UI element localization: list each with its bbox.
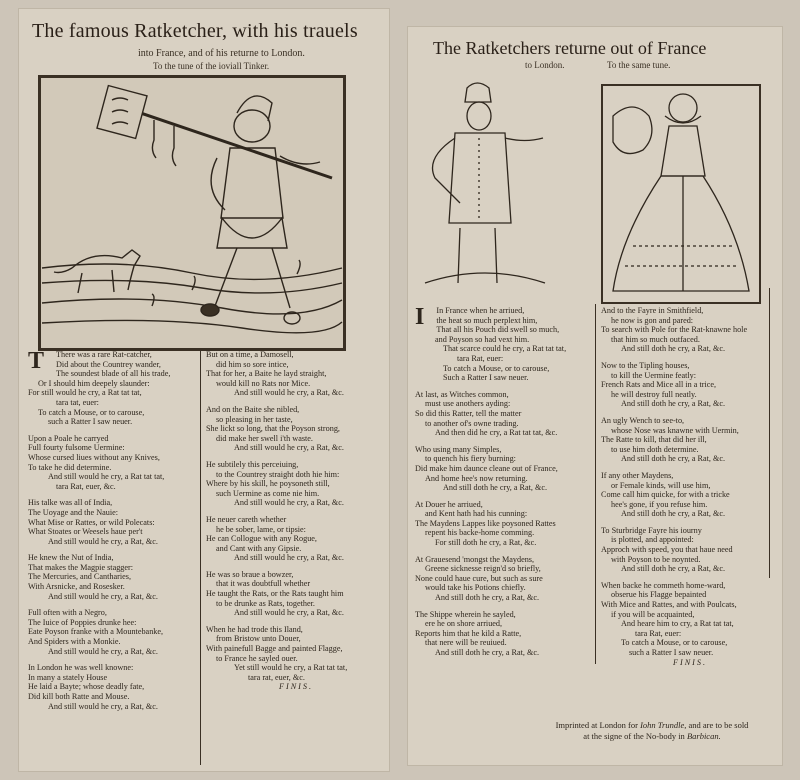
right-title: The Ratketchers returne out of France xyxy=(433,38,707,58)
imprint-place: Barbican. xyxy=(686,731,721,741)
gentleman-woodcut xyxy=(415,78,555,300)
stanza: If any other Maydens, or Female kinds, will use him, Come call him quicke, for with a tricke hee's gone, if you refuse him. And still doth he cry, a Rat, &c. xyxy=(601,470,730,519)
stanza: He neuer careth whether he be sober, lame, or tipsie: He can Collogue with any Rogue, and Cant with any Gipsie. And still would he cry, a Rat, &c. xyxy=(206,514,344,563)
drop-cap: I xyxy=(415,304,425,330)
stanza: Who using many Simples, to quench his fiery burning: Did make him daunce cleane out of France, And home hee's now returning. And still doth he cry, a Rat, &c. xyxy=(415,444,558,493)
left-title: The famous Ratketcher, with his trauels xyxy=(32,20,358,42)
right-column-divider xyxy=(595,304,596,664)
gentleman-illustration-icon xyxy=(415,78,555,300)
stanza: An ugly Wench to see-to, whose Nose was knawne with Uermin, The Ratte to kill, that did her ill, to use him doth determine. And still doth he cry, a Rat, &c. xyxy=(601,415,739,464)
lady-woodcut xyxy=(601,84,761,304)
left-tune: To the tune of the ioviall Tinker. xyxy=(153,61,270,71)
stanza: When he had trode this Iland, from Bristow unto Douer, With painefull Bagge and painted Flagge, to France he sayled ouer. Yet still would he cry, a Rat tat tat, tara rat, euer, &c. FINIS. xyxy=(206,625,386,692)
ratcatcher-illustration-icon xyxy=(41,78,343,348)
left-subtitle: into France, and of his returne to London. xyxy=(138,48,305,59)
stanza: At Douer he arriued, and Kent hath had his cunning: The Maydens Lappes like poysoned Rattes repent his backe-home comming. For still doth he cry, a Rat, &c. xyxy=(415,499,556,548)
lady-illustration-icon xyxy=(603,86,759,302)
stanza: The Shippe wherein he sayled, ere he on shore arriued, Reports him that he kild a Ratte, that nere will be reuiued. And still doth he cry, a Rat, &c. xyxy=(415,609,540,657)
stanza: He was so braue a bowzer, that it was doubtfull whether He taught the Rats, or the Rats taught him to be drunke as Rats, together. And still would he cry, a Rat, &c. xyxy=(206,569,344,618)
stanza: But on a time, a Damosell, did him so sore intice, That for her, a Baite he layd straight, would kill no Rats nor Mice. And still would he cry, a Rat, &c. xyxy=(206,350,344,398)
stanza: In London he was well knowne: In many a stately House He laid a Bayte; whose deadly fate, Did kill both Ratte and Mouse. And still would he cry, a Rat, &c. xyxy=(28,663,158,711)
drop-cap: T xyxy=(28,348,45,374)
stanza: And on the Baite she nibled, so pleasing in her taste, She lickt so long, that the Poyson strong, did make her swell i'th waste. And still would he cry, a Rat, &c. xyxy=(206,404,344,453)
stanza: And to the Fayre in Smithfield, he now is gon and pared: To search with Pole for the Rat-knawne hole that him so much outfaced. And still doth he cry, a Rat, &c. xyxy=(601,306,748,354)
finis-label: FINIS. xyxy=(278,682,314,692)
imprint: Imprinted at London for Iohn Trundle, and are to be sold at the signe of the No-body in Barbican. xyxy=(555,720,749,741)
finis-label: FINIS. xyxy=(672,657,708,667)
stanza: At last, as Witches common, must use anothers ayding: So did this Ratter, tell the matter to another of's owne trading. And then did he cry, a Rat tat tat, &c. xyxy=(415,389,558,438)
stanza: He knew the Nut of India, That makes the Magpie stagger: The Mercuries, and Cantharies, With Arsnicke, and Rosesker. And still would he cry, a Rat, &c. xyxy=(28,553,158,601)
stanza: He subtilely this perceiuing, to the Countrey straight doth hie him: Where by his skill, he poysoneth still, such Uermine as come nie him. And still would he cry, a Rat, &c. xyxy=(206,459,344,508)
stanza: At Grauesend 'mongst the Maydens, Greene sicknesse reign'd so briefly, None could haue cure, but such as sure would take his Potions chiefly. And still doth he cry, a Rat, &c. xyxy=(415,554,543,603)
left-column-2 xyxy=(206,350,386,699)
stanza: I In France when he arriued, the heat so much perplext him, That all his Pouch did swell so much, and Poyson so had vext him. That scarce could he cry, a Rat tat tat, tara Rat, euer: To catch a Mouse, or to carouse, Such a Ratter I saw neuer. xyxy=(415,304,567,383)
right-broadside-sheet xyxy=(407,26,783,766)
ratcatcher-woodcut xyxy=(38,75,346,351)
left-column-divider xyxy=(200,350,201,765)
right-column-2 xyxy=(601,306,779,674)
right-subtitle-left: to London. xyxy=(525,60,565,70)
stanza: His talke was all of India, The Uoyage and the Nauie: What Mise or Rattes, or wild Polecats: What Stoates or Weesels haue per't And still would he cry, a Rat, &c. xyxy=(28,498,158,546)
right-column-1 xyxy=(415,306,593,665)
stanza: To Sturbridge Fayre his iourny is plotted, and appointed: Approch with speed, you that haue need with Poyson to be noynted. And still doth he cry, a Rat, &c. xyxy=(601,525,733,574)
stanza: Upon a Poale he carryed Full fourty fulsome Uermine: Whose cursed liues without any Knives, To take he did determine. And still would he cry, a Rat tat tat, tara Rat, euer, &c. xyxy=(28,433,165,491)
printer-name: Iohn Trundle xyxy=(640,720,685,730)
stanza: Full often with a Negro, The Iuice of Poppies drunke hee: Eate Poyson franke with a Mountebanke, And Spiders with a Monkie. And still would he cry, a Rat, &c. xyxy=(28,608,164,656)
left-broadside-sheet xyxy=(18,8,390,772)
left-column-1 xyxy=(28,350,198,718)
stanza: When backe he commeth home-ward, obserue his Flagge bepainted With Mice and Rattes, and with Poulcats, if you will be acquainted, And heare him to cry, a Rat tat tat, tara Rat, euer: To catch a Mouse, or to carouse, such a Ratter I saw neuer. FINIS. xyxy=(601,581,779,667)
stanza: Now to the Tipling houses, to kill the Uermine featly: French Rats and Mice all in a trice, he will destroy full neatly. And still doth he cry, a Rat, &c. xyxy=(601,360,726,409)
right-tune: To the same tune. xyxy=(607,60,671,70)
stanza: T There was a rare Rat-catcher, Did about the Countrey wander, The soundest blade of all his trade, Or I should him deepely slaunder: For still would he cry, a Rat tat tat, tara tat, euer: To catch a Mouse, or to carouse, such a Ratter I saw neuer. xyxy=(28,348,171,427)
